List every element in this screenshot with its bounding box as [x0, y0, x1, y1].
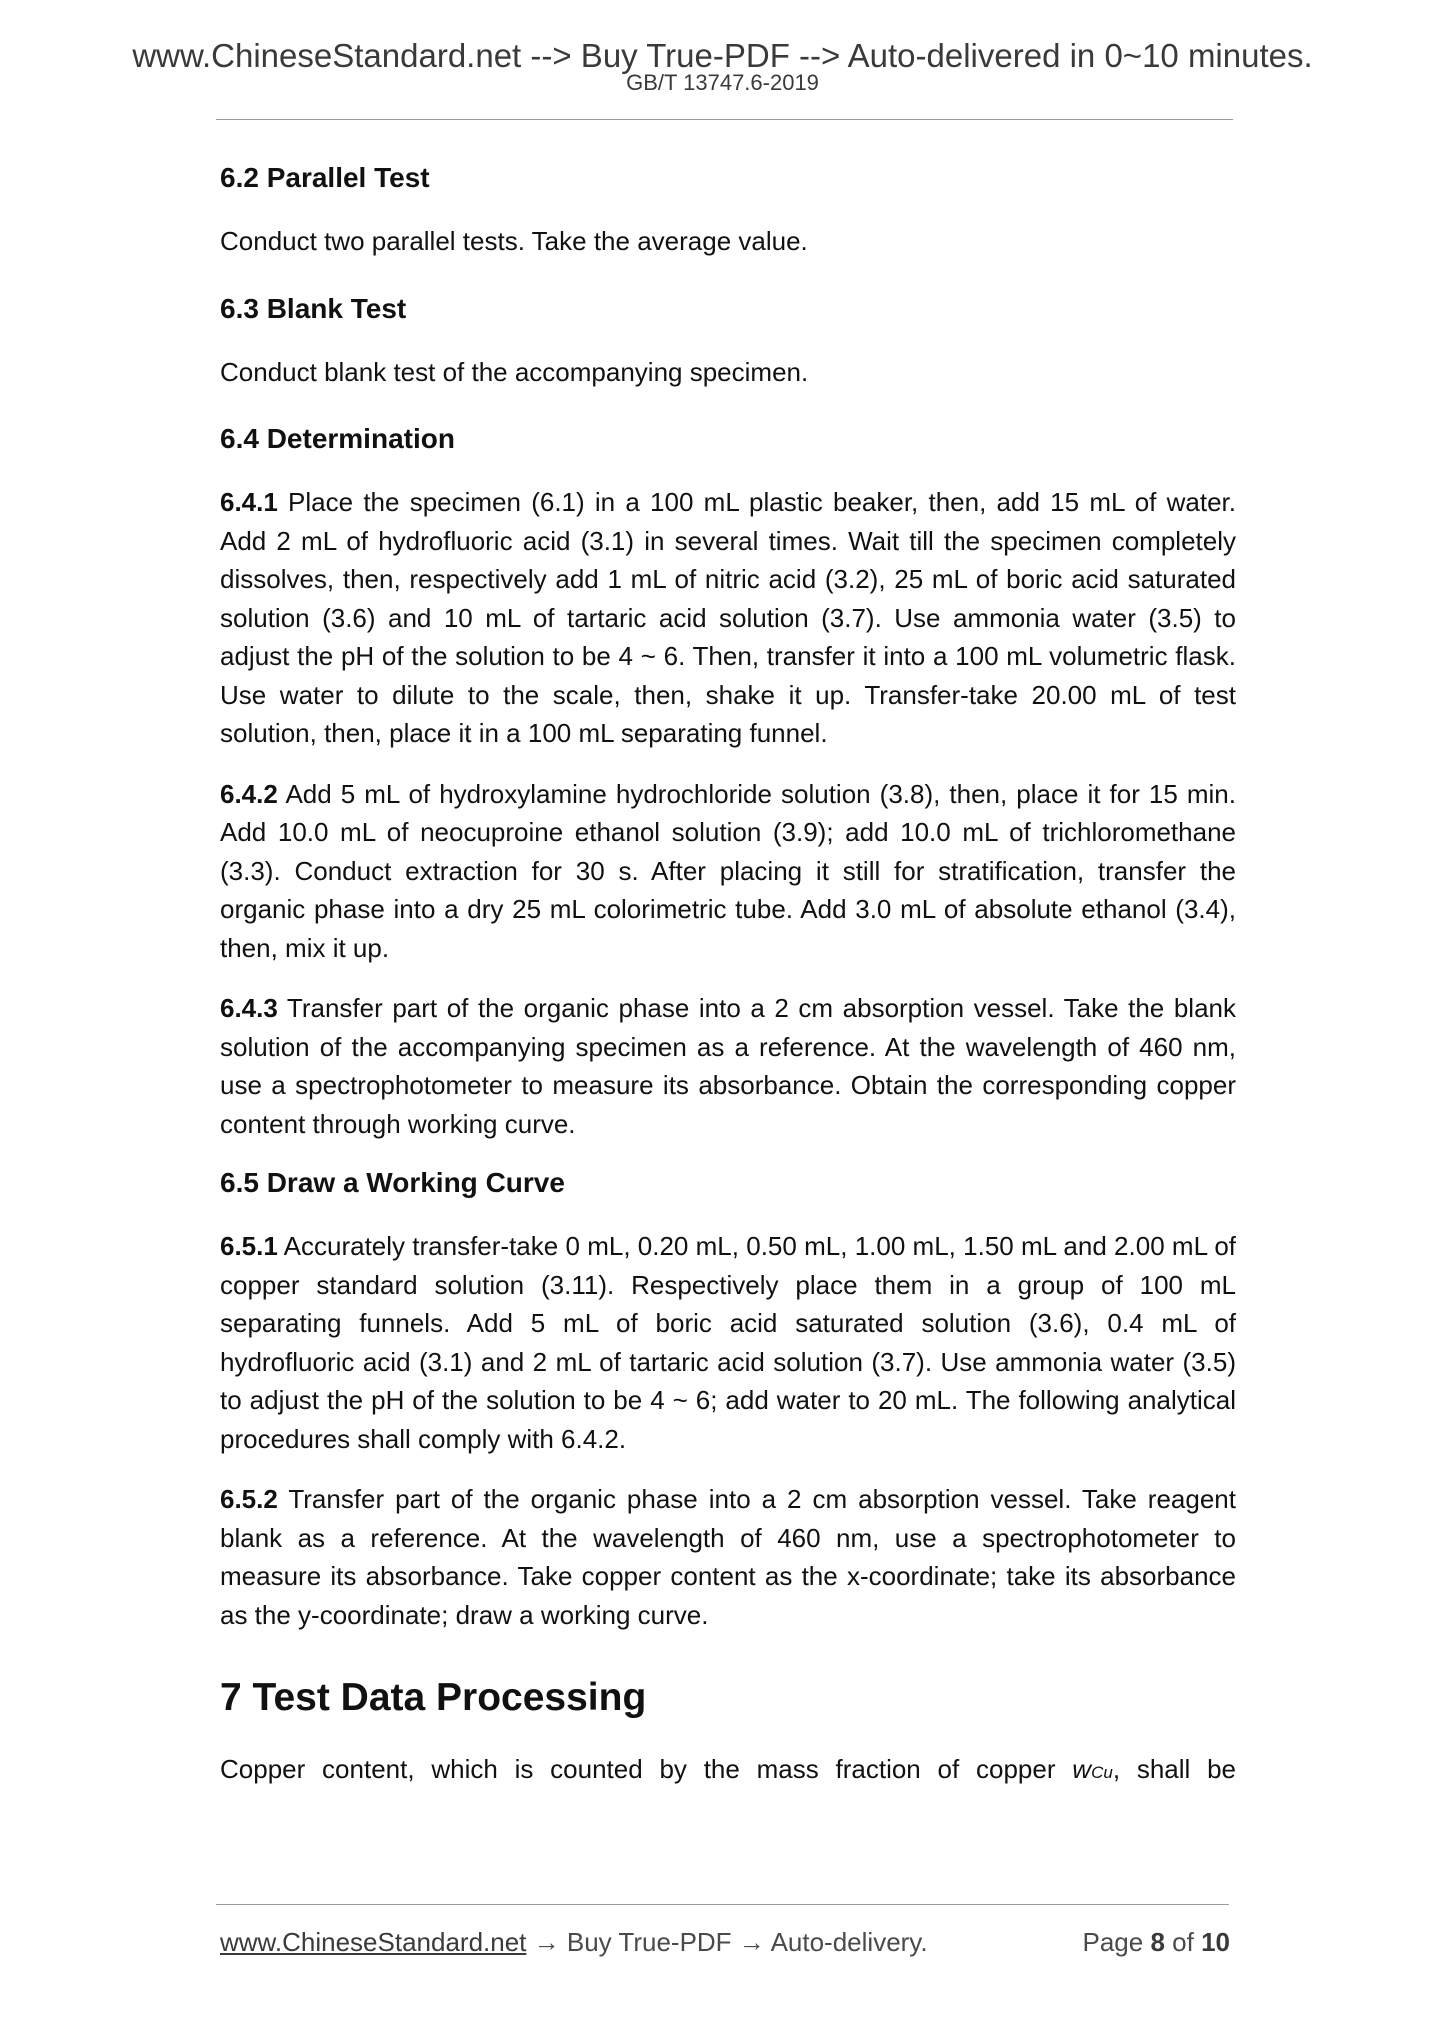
header-divider — [216, 119, 1233, 120]
clause-text: Transfer part of the organic phase into a 2 cm absorption vessel. Take reagent blank as a reference. At the wavelength of 460 nm, use a spectrophotometer to measure its absorbance. Take copper content as the x-coordinate; take its absorbance as the y-coordinate; draw a working curve. — [220, 1484, 1236, 1630]
paragraph-6-3: Conduct blank test of the accompanying specimen. — [220, 356, 809, 387]
clause-number: 6.4.1 — [220, 487, 278, 517]
page-footer — [220, 1922, 1230, 1962]
footer-promo — [220, 1922, 928, 1962]
heading-6-2: 6.2 Parallel Test — [220, 162, 430, 193]
paragraph-7 — [220, 1750, 1236, 1793]
page-indicator: Page 8 of 10 — [1082, 1927, 1230, 1957]
mass-fraction-symbol: wCu — [1072, 1754, 1113, 1784]
promo-text: → Buy True-PDF → Auto-delivery. — [526, 1927, 928, 1957]
paragraph-7-lead: Copper content, which is counted by the mass fraction of copper — [220, 1754, 1073, 1784]
paragraph-6-2: Conduct two parallel tests. Take the average value. — [220, 226, 808, 256]
clause-text: Transfer part of the organic phase into a 2 cm absorption vessel. Take the blank solution of the accompanying specimen as a reference. At the wavelength of 460 nm, use a spectrophotometer to measure its absorbance. Obtain the corresponding copper content through working curve. — [220, 993, 1236, 1139]
standard-number: GB/T 13747.6-2019 — [626, 70, 819, 95]
paragraph-6-4-2 — [220, 775, 1236, 968]
top-banner: www.ChineseStandard.net --> Buy True-PDF --> Auto-delivered in 0~10 minutes. — [132, 37, 1313, 74]
clause-text: Accurately transfer-take 0 mL, 0.20 mL, 0.50 mL, 1.00 mL, 1.50 mL and 2.00 mL of copper standard solution (3.11). Respectively place them in a group of 100 mL separating funnels. Add 5 mL of boric acid saturated solution (3.6), 0.4 mL of hydrofluoric acid (3.1) and 2 mL of tartaric acid solution (3.7). Use ammonia water (3.5) to adjust the pH of the solution to be 4 ~ 6; add water to 20 mL. The following analytical procedures shall comply with 6.4.2. — [220, 1231, 1236, 1454]
paragraph-6-5-2 — [220, 1480, 1236, 1634]
clause-text: Add 5 mL of hydroxylamine hydrochloride solution (3.8), then, place it for 15 min. Add 10.0 mL of neocuproine ethanol solution (3.9); add 10.0 mL of trichloromethane (3.3). Conduct extraction for 30 s. After placing it still for stratification, transfer the organic phase into a dry 25 mL colorimetric tube. Add 3.0 mL of absolute ethanol (3.4), then, mix it up. — [220, 778, 1236, 963]
document-body — [220, 160, 1236, 1793]
heading-6-5: 6.5 Draw a Working Curve — [220, 1167, 565, 1198]
paragraph-6-4-3 — [220, 989, 1236, 1143]
footer-divider — [216, 1904, 1229, 1905]
current-page: 8 — [1150, 1927, 1165, 1957]
site-link[interactable]: www.ChineseStandard.net — [220, 1927, 527, 1957]
paragraph-6-5-1 — [220, 1227, 1236, 1458]
clause-text: Place the specimen (6.1) in a 100 mL plastic beaker, then, add 15 mL of water. Add 2 mL of hydrofluoric acid (3.1) in several times. Wait till the specimen completely dissolves, then, respectively add 1 mL of nitric acid (3.2), 25 mL of boric acid saturated solution (3.6) and 10 mL of tartaric acid solution (3.7). Use ammonia water (3.5) to adjust the pH of the solution to be 4 ~ 6. Then, transfer it into a 100 mL volumetric flask. Use water to dilute to the scale, then, shake it up. Transfer-take 20.00 mL of test solution, then, place it in a 100 mL separating funnel. — [220, 487, 1236, 748]
heading-6-4: 6.4 Determination — [220, 423, 455, 454]
heading-6-3: 6.3 Blank Test — [220, 292, 407, 324]
heading-7: 7 Test Data Processing — [220, 1676, 647, 1719]
clause-number: 6.4.2 — [220, 778, 278, 809]
clause-number: 6.5.1 — [220, 1231, 278, 1261]
total-pages: 10 — [1201, 1927, 1230, 1957]
clause-number: 6.5.2 — [220, 1484, 278, 1514]
paragraph-6-4-1 — [220, 483, 1236, 753]
paragraph-7-tail: , shall be — [1112, 1754, 1236, 1784]
clause-number: 6.4.3 — [220, 993, 278, 1023]
